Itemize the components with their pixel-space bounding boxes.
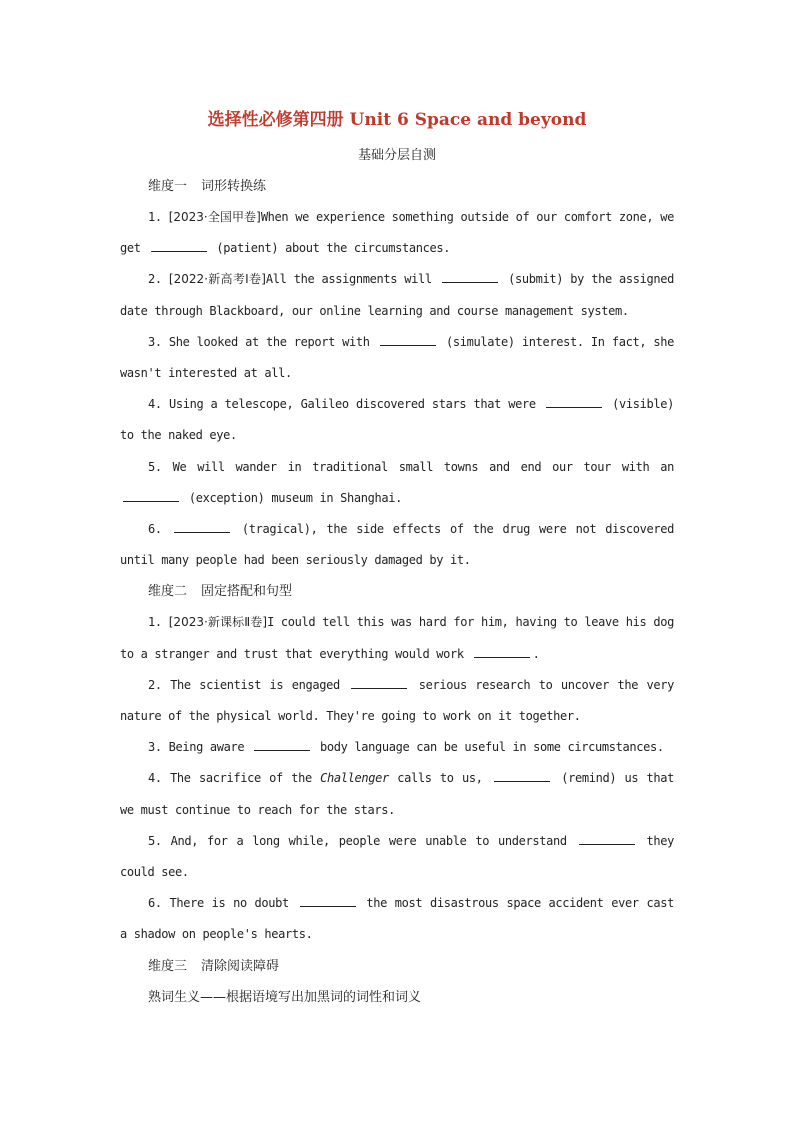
answer-blank[interactable] [254, 738, 310, 751]
section-label: 维度一 [148, 179, 188, 194]
exercise-item: 2. [2022·新高考Ⅰ卷]All the assignments will (submit) by the assigned date through Blackboard, our online learning and course management system. [120, 272, 675, 318]
content [120, 171, 674, 1013]
section-name: 固定搭配和句型 [201, 584, 293, 600]
answer-blank[interactable] [123, 489, 179, 502]
italic-term: Challenger [320, 771, 389, 786]
answer-blank[interactable] [151, 239, 207, 252]
answer-blank[interactable] [442, 270, 498, 283]
section-name: 清除阅读障碍 [201, 958, 280, 974]
section-label: 维度二 [148, 584, 188, 600]
answer-blank[interactable] [351, 676, 407, 689]
answer-blank[interactable] [174, 520, 230, 533]
answer-blank[interactable] [380, 333, 436, 346]
section-name: 词形转换练 [201, 179, 267, 194]
exercise-item: 3. She looked at the report with (simulate) interest. In fact, she wasn't interested at all. [120, 334, 674, 381]
answer-blank[interactable] [579, 832, 635, 845]
exercise-item: 3. Being aware body language can be useful in some circumstances. [148, 740, 664, 755]
exercise-item: 4. Using a telescope, Galileo discovered stars that were (visible) to the naked eye. [120, 397, 675, 443]
section-label: 维度三 [148, 958, 188, 974]
exercise-item: 1. [2023·全国甲卷]When we experience something outside of our comfort zone, we get (patient) about the circumstances. [120, 210, 674, 256]
page-subtitle: 基础分层自测 [357, 148, 436, 163]
exercise-item: 2. The scientist is engaged serious research to uncover the very nature of the physical world. They're going to work on it together. [120, 677, 675, 724]
page-title: 选择性必修第四册 Unit 6 Space and beyond [207, 110, 587, 130]
exercise-item: 5. And, for a long while, people were unable to understand they could see. [120, 833, 675, 880]
exercise-item: 5. We will wander in traditional small towns and end our tour with an (exception) museum in Shanghai. [120, 452, 674, 514]
exercise-item: 4. The sacrifice of the Challenger calls to us, (remind) us that we must continue to reach for the stars. [120, 771, 675, 817]
section-heading-1 [148, 171, 674, 202]
answer-blank[interactable] [474, 645, 530, 658]
section-heading-2 [148, 576, 674, 607]
exercise-item: 6. There is no doubt the most disastrous space accident ever cast a shadow on people's hearts. [120, 896, 675, 942]
section-instruction: 熟词生义——根据语境写出加黑词的词性和词义 [148, 989, 422, 1005]
section-heading-3 [148, 951, 674, 982]
answer-blank[interactable] [494, 769, 550, 782]
exercise-item: 6. (tragical), the side effects of the drug were not discovered until many people had been seriously damaged by it. [120, 522, 675, 568]
answer-blank[interactable] [546, 395, 602, 408]
exercise-item: 1. [2023·新课标Ⅱ卷]I could tell this was hard for him, having to leave his dog to a stranger and trust that everything would work . [120, 615, 675, 661]
answer-blank[interactable] [300, 894, 356, 907]
